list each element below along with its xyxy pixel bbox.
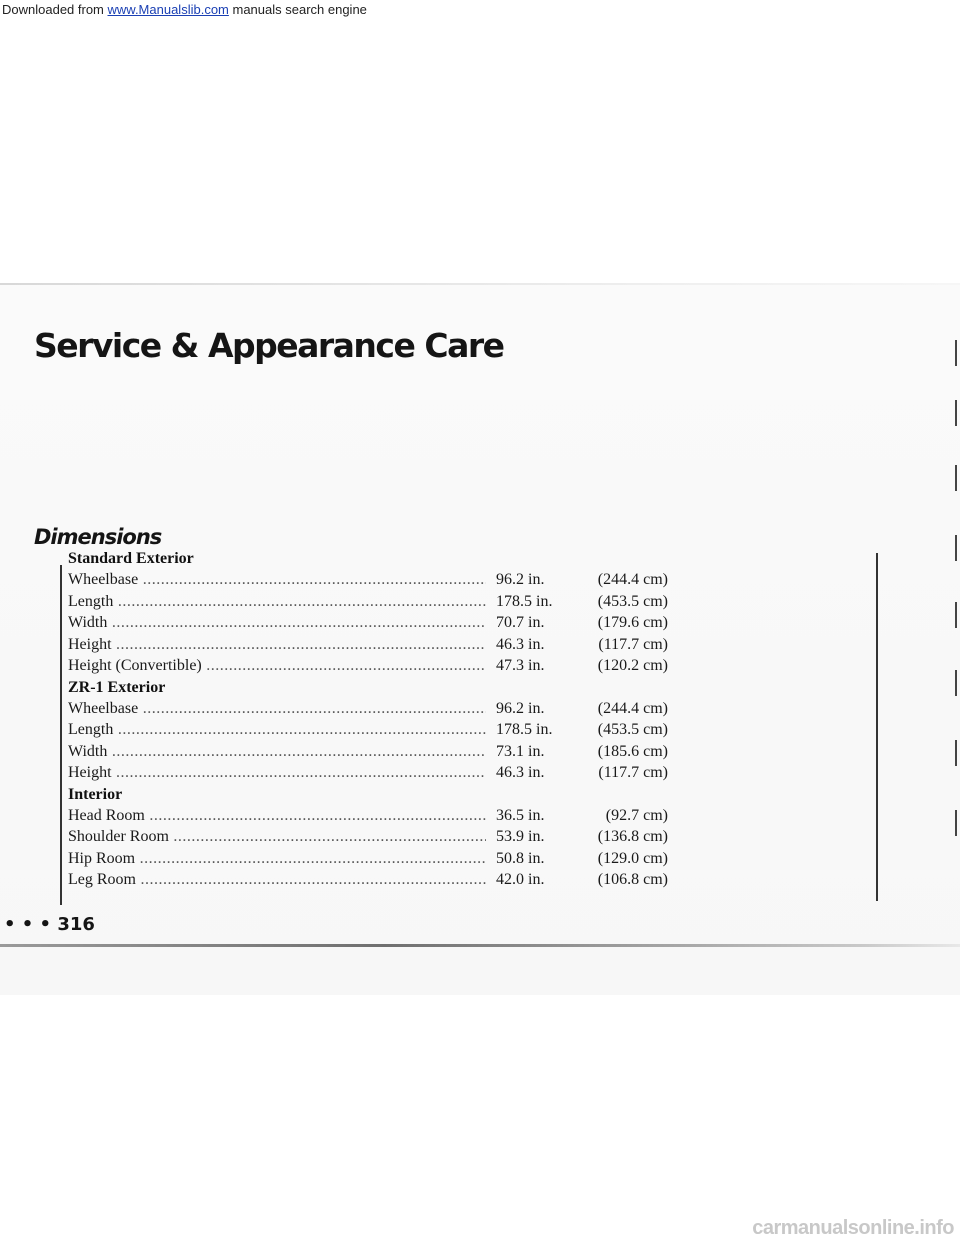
bottom-rule [0,944,960,947]
right-margin-bar [876,553,878,901]
spec-inches: 178.5 in. [496,721,553,738]
group-label-interior: Interior [68,785,123,803]
spec-cm: (453.5 cm) [597,592,668,610]
edge-mark [955,400,960,426]
spec-cm: (117.7 cm) [598,764,668,781]
spec-inches: 53.9 in. [496,828,545,845]
table-row [68,591,688,613]
spec-inches: 70.7 in. [496,614,545,631]
spec-name: Height ..... [68,634,486,656]
spec-name: Wheelbase ..... [68,569,486,591]
table-row [68,698,688,720]
banner-prefix: Downloaded from [2,2,108,17]
table-row [68,719,688,741]
spec-inches: 96.2 in. [496,571,545,588]
spec-inches: 36.5 in. [496,806,545,824]
spec-cm: (129.0 cm) [597,849,668,867]
section-title: Service & Appearance Care [34,326,504,365]
table-row [68,848,688,870]
download-banner [0,0,960,22]
table-row [68,655,688,677]
edge-mark [955,465,960,491]
spec-cm: (179.6 cm) [597,614,668,631]
dimensions-heading: Dimensions [34,525,162,549]
table-row [68,869,688,891]
table-row [68,805,688,827]
table-row [68,762,688,784]
spec-inches: 46.3 in. [496,764,545,781]
spec-cm: (244.4 cm) [597,699,668,717]
spec-inches: 50.8 in. [496,849,545,867]
spec-name: Length ..... [68,591,486,613]
left-margin-bar [60,565,62,905]
edge-mark [955,602,960,628]
spec-name: Width ..... [68,741,486,763]
group-label-standard-exterior: Standard Exterior [68,550,194,567]
spec-inches: 73.1 in. [496,742,545,760]
edge-mark [955,740,960,766]
spec-inches: 178.5 in. [496,592,553,610]
spec-cm: (185.6 cm) [597,742,668,760]
spec-inches: 47.3 in. [496,657,545,674]
edge-mark [955,535,960,561]
spec-name: Height (Convertible) ..... [68,655,486,677]
table-row [68,741,688,763]
page-number-prefix: • • • [4,914,52,935]
spec-cm: (120.2 cm) [597,657,668,674]
spec-cm: (453.5 cm) [597,721,668,738]
spec-name: Shoulder Room ..... [68,826,486,848]
spec-name: Wheelbase ..... [68,698,486,720]
spec-name: Head Room ..... [68,805,486,827]
watermark: carmanualsonline.info [752,1217,954,1239]
spec-name: Height ..... [68,762,486,784]
spec-name: Leg Room ..... [68,869,486,891]
edge-tab-marks [955,340,960,900]
edge-mark [955,670,960,696]
spec-name: Hip Room ..... [68,848,486,870]
spec-name: Width ..... [68,612,486,634]
spec-cm: (117.7 cm) [598,635,668,653]
banner-suffix: manuals search engine [228,2,367,17]
spec-inches: 96.2 in. [496,699,545,717]
manualslib-link[interactable]: www.Manualslib.com [107,2,229,17]
table-row [68,634,688,656]
spec-name: Length ..... [68,719,486,741]
spec-cm: (244.4 cm) [597,571,668,588]
page-number-value: 316 [57,914,95,935]
table-row [68,569,688,591]
spec-inches: 42.0 in. [496,871,545,888]
edge-mark [955,340,960,366]
spec-cm: (106.8 cm) [597,871,668,888]
page-number [4,914,95,935]
dimensions-table [68,548,688,891]
group-label-zr1-exterior: ZR-1 Exterior [68,678,166,696]
edge-mark [955,810,960,836]
spec-inches: 46.3 in. [496,635,545,653]
table-row [68,826,688,848]
spec-cm: (136.8 cm) [597,828,668,845]
spec-cm: (92.7 cm) [605,806,668,824]
table-row [68,612,688,634]
